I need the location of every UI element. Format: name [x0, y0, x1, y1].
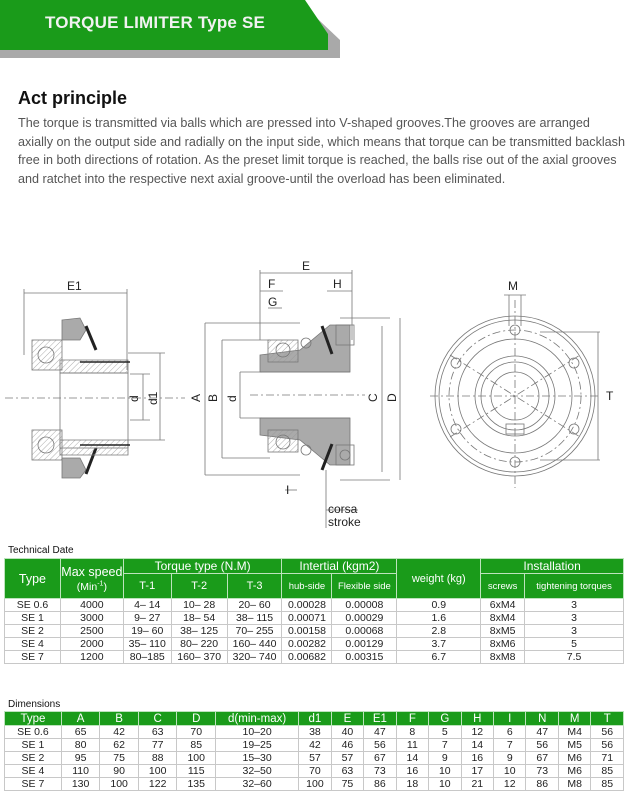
cell-tight: 3	[525, 625, 624, 638]
cell-i: 6	[494, 726, 526, 739]
technical-data-label: Technical Date	[8, 545, 74, 556]
table-row	[5, 765, 624, 778]
cell-g: 10	[429, 778, 461, 791]
cell-t: 85	[591, 778, 624, 791]
cell-weight: 1.6	[397, 612, 481, 625]
label-a: A	[189, 393, 203, 402]
cell-h: 16	[461, 752, 493, 765]
dim-header-type: Type	[5, 712, 62, 726]
table-row	[5, 638, 624, 651]
cell-hub: 0.00682	[282, 651, 332, 664]
technical-drawing	[0, 255, 628, 540]
label-i: I	[286, 483, 290, 497]
cell-m: M5	[558, 739, 590, 752]
cell-t2: 80– 220	[171, 638, 227, 651]
cell-t3: 160– 440	[227, 638, 282, 651]
cell-f: 16	[396, 765, 428, 778]
table-row	[5, 726, 624, 739]
header-t3: T-3	[227, 574, 282, 599]
cell-d1: 42	[299, 739, 331, 752]
cell-speed: 4000	[60, 599, 123, 612]
label-e1: E1	[67, 279, 82, 293]
cell-d1: 70	[299, 765, 331, 778]
cell-n: 67	[526, 752, 558, 765]
cell-g: 7	[429, 739, 461, 752]
table-row	[5, 778, 624, 791]
dim-header-c: C	[138, 712, 177, 726]
header-type: Type	[5, 559, 61, 599]
cell-c: 100	[138, 765, 177, 778]
cell-hub: 0.00158	[282, 625, 332, 638]
cell-t1: 4– 14	[123, 599, 171, 612]
cell-t: 85	[591, 765, 624, 778]
cell-d: 70	[177, 726, 216, 739]
label-f: F	[268, 277, 276, 291]
dim-header-a: A	[61, 712, 100, 726]
dim-header-t: T	[591, 712, 624, 726]
cell-type: SE 2	[5, 625, 61, 638]
cell-t3: 38– 115	[227, 612, 282, 625]
max-speed-unit: (Min$^{-1}$)	[76, 580, 107, 593]
cell-flex: 0.00129	[332, 638, 397, 651]
cell-weight: 2.8	[397, 625, 481, 638]
cell-m: M8	[558, 778, 590, 791]
table-row	[5, 612, 624, 625]
cell-f: 11	[396, 739, 428, 752]
cell-i: 9	[494, 752, 526, 765]
cell-e: 63	[331, 765, 363, 778]
cell-screws: 8xM6	[481, 638, 525, 651]
cell-b: 100	[100, 778, 139, 791]
max-speed-label: Max speed	[61, 564, 123, 579]
dim-header-m: M	[558, 712, 590, 726]
dimensions-table	[4, 711, 624, 791]
cell-c: 122	[138, 778, 177, 791]
cell-tight: 7.5	[525, 651, 624, 664]
cell-t1: 80–185	[123, 651, 171, 664]
cell-f: 18	[396, 778, 428, 791]
cell-m: M6	[558, 752, 590, 765]
label-c: C	[366, 393, 380, 402]
cell-d-min-max-: 32–60	[216, 778, 299, 791]
act-principle-text: The torque is transmitted via balls which are pressed into V-shaped grooves.The grooves are arranged axially on the output side and radially on the input side, which means that torque can be transmitted backlash free in both directions of rotation. As the preset limit torque is reached, the balls rise out of the axial grooves and ratchet into the respective next axial groove-until the overload has been eliminated.	[18, 116, 625, 186]
cell-g: 10	[429, 765, 461, 778]
cell-t1: 35– 110	[123, 638, 171, 651]
label-corsa: corsa	[328, 502, 358, 516]
cell-a: 110	[61, 765, 100, 778]
cell-a: 65	[61, 726, 100, 739]
cell-type: SE 1	[5, 739, 62, 752]
label-d1: d1	[146, 391, 160, 405]
dim-header-d: D	[177, 712, 216, 726]
cell-g: 5	[429, 726, 461, 739]
section-title-act-principle: Act principle	[18, 88, 128, 108]
cell-f: 8	[396, 726, 428, 739]
cell-m: M4	[558, 726, 590, 739]
cell-t3: 320– 740	[227, 651, 282, 664]
cell-e: 40	[331, 726, 363, 739]
cell-speed: 1200	[60, 651, 123, 664]
dim-header-d1: d1	[299, 712, 331, 726]
cell-h: 17	[461, 765, 493, 778]
cell-n: 56	[526, 739, 558, 752]
dimensions-label: Dimensions	[8, 699, 61, 710]
table-row	[5, 752, 624, 765]
page-title: TORQUE LIMITER Type SE	[45, 13, 266, 32]
table-row	[5, 599, 624, 612]
cell-d-min-max-: 32–50	[216, 765, 299, 778]
cell-type: SE 4	[5, 765, 62, 778]
dim-header-e: E	[331, 712, 363, 726]
cell-d-min-max-: 15–30	[216, 752, 299, 765]
header-hub-side: hub-side	[282, 574, 332, 599]
header-installation: Installation	[481, 559, 624, 574]
label-e: E	[302, 259, 311, 273]
cell-n: 73	[526, 765, 558, 778]
dim-header-b: B	[100, 712, 139, 726]
center-section-view	[189, 259, 400, 529]
cell-speed: 3000	[60, 612, 123, 625]
label-b: B	[206, 393, 220, 402]
cell-e: 46	[331, 739, 363, 752]
cell-e1: 67	[364, 752, 396, 765]
cell-screws: 8xM4	[481, 612, 525, 625]
cell-weight: 3.7	[397, 638, 481, 651]
cell-e: 75	[331, 778, 363, 791]
cell-n: 86	[526, 778, 558, 791]
cell-t2: 18– 54	[171, 612, 227, 625]
cell-t1: 19– 60	[123, 625, 171, 638]
cell-e1: 56	[364, 739, 396, 752]
cell-type: SE 0.6	[5, 726, 62, 739]
cell-i: 12	[494, 778, 526, 791]
dim-header-e1: E1	[364, 712, 396, 726]
cell-a: 80	[61, 739, 100, 752]
cell-screws: 6xM4	[481, 599, 525, 612]
table-row	[5, 651, 624, 664]
cell-type: SE 7	[5, 651, 61, 664]
cell-hub: 0.00071	[282, 612, 332, 625]
cell-m: M6	[558, 765, 590, 778]
cell-hub: 0.00028	[282, 599, 332, 612]
cell-h: 12	[461, 726, 493, 739]
title-banner	[0, 0, 340, 60]
cell-flex: 0.00008	[332, 599, 397, 612]
cell-screws: 8xM8	[481, 651, 525, 664]
cell-flex: 0.00315	[332, 651, 397, 664]
cell-t: 71	[591, 752, 624, 765]
cell-type: SE 0.6	[5, 599, 61, 612]
cell-i: 10	[494, 765, 526, 778]
cell-e1: 86	[364, 778, 396, 791]
cell-n: 47	[526, 726, 558, 739]
cell-tight: 3	[525, 612, 624, 625]
label-t: T	[606, 389, 614, 403]
cell-t3: 20– 60	[227, 599, 282, 612]
cell-t1: 9– 27	[123, 612, 171, 625]
cell-c: 77	[138, 739, 177, 752]
cell-flex: 0.00029	[332, 612, 397, 625]
cell-screws: 8xM5	[481, 625, 525, 638]
cell-tight: 3	[525, 599, 624, 612]
cell-d: 115	[177, 765, 216, 778]
table-row	[5, 625, 624, 638]
cell-type: SE 1	[5, 612, 61, 625]
label-d-outer: D	[385, 393, 399, 402]
cell-d: 100	[177, 752, 216, 765]
cell-t2: 10– 28	[171, 599, 227, 612]
cell-d-min-max-: 10–20	[216, 726, 299, 739]
cell-flex: 0.00068	[332, 625, 397, 638]
cell-speed: 2000	[60, 638, 123, 651]
cell-d: 85	[177, 739, 216, 752]
cell-t3: 70– 255	[227, 625, 282, 638]
cell-d: 135	[177, 778, 216, 791]
dim-header-i: I	[494, 712, 526, 726]
cell-e1: 73	[364, 765, 396, 778]
dim-header-d-min-max-: d(min-max)	[216, 712, 299, 726]
cell-type: SE 2	[5, 752, 62, 765]
cell-hub: 0.00282	[282, 638, 332, 651]
cell-c: 88	[138, 752, 177, 765]
technical-data-table	[4, 558, 624, 664]
cell-f: 14	[396, 752, 428, 765]
cell-d1: 57	[299, 752, 331, 765]
label-g: G	[268, 295, 278, 309]
cell-b: 62	[100, 739, 139, 752]
left-section-view	[5, 279, 185, 478]
dim-header-g: G	[429, 712, 461, 726]
cell-type: SE 7	[5, 778, 62, 791]
cell-b: 90	[100, 765, 139, 778]
header-tightening-torques: tightening torques	[525, 574, 624, 599]
header-weight: weight (kg)	[397, 559, 481, 599]
header-max-speed	[60, 559, 123, 599]
cell-t: 56	[591, 739, 624, 752]
table-row	[5, 739, 624, 752]
label-d-center: d	[225, 395, 239, 402]
label-h: H	[333, 277, 342, 291]
cell-weight: 0.9	[397, 599, 481, 612]
cell-e1: 47	[364, 726, 396, 739]
header-t1: T-1	[123, 574, 171, 599]
cell-a: 130	[61, 778, 100, 791]
cell-speed: 2500	[60, 625, 123, 638]
cell-b: 75	[100, 752, 139, 765]
label-stroke: stroke	[328, 515, 361, 529]
header-screws: screws	[481, 574, 525, 599]
header-inertia: Intertial (kgm2)	[282, 559, 397, 574]
header-t2: T-2	[171, 574, 227, 599]
cell-g: 9	[429, 752, 461, 765]
cell-c: 63	[138, 726, 177, 739]
label-m: M	[508, 279, 518, 293]
cell-type: SE 4	[5, 638, 61, 651]
cell-b: 42	[100, 726, 139, 739]
cell-weight: 6.7	[397, 651, 481, 664]
cell-e: 57	[331, 752, 363, 765]
front-view	[430, 279, 614, 488]
dim-header-h: H	[461, 712, 493, 726]
cell-a: 95	[61, 752, 100, 765]
cell-h: 14	[461, 739, 493, 752]
cell-tight: 5	[525, 638, 624, 651]
cell-t: 56	[591, 726, 624, 739]
cell-d1: 38	[299, 726, 331, 739]
cell-i: 7	[494, 739, 526, 752]
label-d-left: d	[127, 395, 141, 402]
header-flexible-side: Flexible side	[332, 574, 397, 599]
cell-d1: 100	[299, 778, 331, 791]
cell-h: 21	[461, 778, 493, 791]
cell-t2: 160– 370	[171, 651, 227, 664]
header-torque-type: Torque type (N.M)	[123, 559, 282, 574]
cell-t2: 38– 125	[171, 625, 227, 638]
dim-header-f: F	[396, 712, 428, 726]
cell-d-min-max-: 19–25	[216, 739, 299, 752]
dim-header-n: N	[526, 712, 558, 726]
